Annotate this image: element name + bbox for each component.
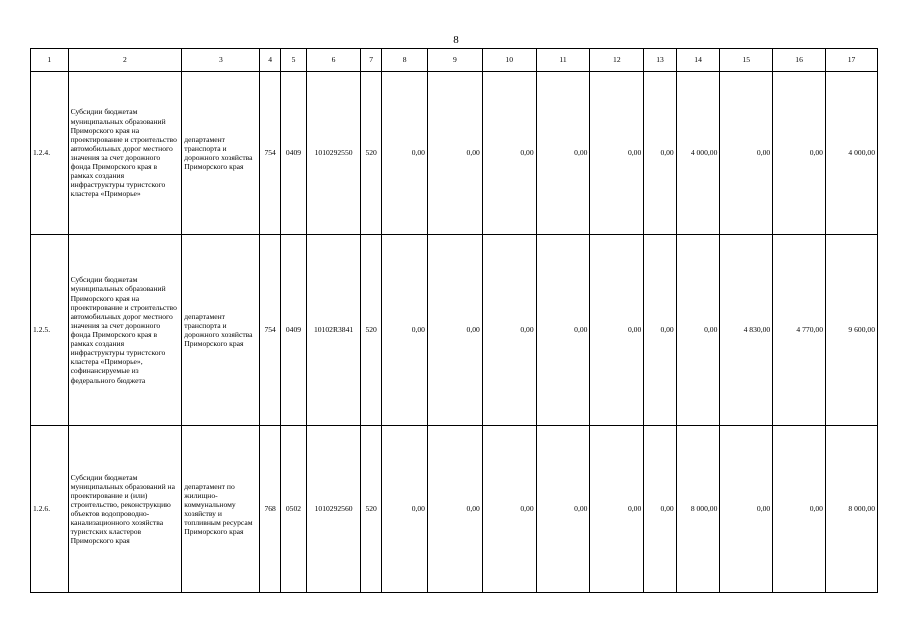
grbs-code: 754	[260, 235, 280, 426]
section-code: 0502	[280, 426, 306, 593]
column-header: 1	[31, 49, 69, 72]
value-cell: 0,00	[536, 426, 590, 593]
table-row	[31, 426, 878, 593]
row-number: 1.2.4.	[31, 72, 69, 235]
section-code: 0409	[280, 72, 306, 235]
column-header: 4	[260, 49, 280, 72]
row-description: Субсидии бюджетам муниципальных образований Приморского края на проектирование и строительство автомобильных дорог местного значения за счет дорожного фонда Приморского края в рамках создания инфраструктуры туристского кластера «Приморье»	[68, 72, 182, 235]
column-header: 2	[68, 49, 182, 72]
value-cell: 0,00	[773, 426, 826, 593]
value-cell: 0,00	[720, 426, 773, 593]
value-cell: 0,00	[382, 235, 428, 426]
value-cell: 8 000,00	[676, 426, 720, 593]
value-cell: 0,00	[590, 72, 644, 235]
page-number: 8	[453, 34, 459, 46]
row-department: департамент транспорта и дорожного хозяйства Приморского края	[182, 72, 260, 235]
budget-table	[30, 48, 878, 593]
value-cell: 0,00	[644, 72, 676, 235]
column-header: 17	[825, 49, 877, 72]
value-cell: 0,00	[382, 72, 428, 235]
header-row	[31, 49, 878, 72]
vr-code: 520	[360, 426, 381, 593]
row-department: департамент транспорта и дорожного хозяйства Приморского края	[182, 235, 260, 426]
target-code: 1010292560	[307, 426, 361, 593]
total-cell: 9 600,00	[825, 235, 877, 426]
column-header: 15	[720, 49, 773, 72]
value-cell: 0,00	[482, 235, 536, 426]
section-code: 0409	[280, 235, 306, 426]
row-number: 1.2.6.	[31, 426, 69, 593]
grbs-code: 754	[260, 72, 280, 235]
column-header: 5	[280, 49, 306, 72]
column-header: 10	[482, 49, 536, 72]
value-cell: 0,00	[427, 72, 482, 235]
target-code: 10102R3841	[307, 235, 361, 426]
grbs-code: 768	[260, 426, 280, 593]
column-header: 12	[590, 49, 644, 72]
value-cell: 0,00	[590, 235, 644, 426]
row-description: Субсидии бюджетам муниципальных образований на проектирование и (или) строительство, реконструкцию объектов водопроводно-канализационного хозяйства туристских кластеров Приморского края	[68, 426, 182, 593]
column-header: 16	[773, 49, 826, 72]
vr-code: 520	[360, 72, 381, 235]
value-cell: 0,00	[536, 235, 590, 426]
table-row	[31, 235, 878, 426]
value-cell: 4 000,00	[676, 72, 720, 235]
value-cell: 0,00	[427, 426, 482, 593]
value-cell: 0,00	[644, 426, 676, 593]
total-cell: 4 000,00	[825, 72, 877, 235]
table-row	[31, 72, 878, 235]
value-cell: 0,00	[644, 235, 676, 426]
value-cell: 0,00	[536, 72, 590, 235]
value-cell: 4 830,00	[720, 235, 773, 426]
column-header: 6	[307, 49, 361, 72]
column-header: 14	[676, 49, 720, 72]
target-code: 1010292550	[307, 72, 361, 235]
vr-code: 520	[360, 235, 381, 426]
column-header: 13	[644, 49, 676, 72]
row-number: 1.2.5.	[31, 235, 69, 426]
value-cell: 0,00	[720, 72, 773, 235]
total-cell: 8 000,00	[825, 426, 877, 593]
value-cell: 4 770,00	[773, 235, 826, 426]
value-cell: 0,00	[427, 235, 482, 426]
value-cell: 0,00	[382, 426, 428, 593]
value-cell: 0,00	[482, 72, 536, 235]
value-cell: 0,00	[773, 72, 826, 235]
column-header: 3	[182, 49, 260, 72]
value-cell: 0,00	[482, 426, 536, 593]
column-header: 8	[382, 49, 428, 72]
row-description: Субсидии бюджетам муниципальных образований Приморского края на проектирование и строительство автомобильных дорог местного значения за счет дорожного фонда Приморского края в рамках создания инфраструктуры туристского кластера «Приморье», софинансируемые из федерального бюджета	[68, 235, 182, 426]
value-cell: 0,00	[676, 235, 720, 426]
column-header: 9	[427, 49, 482, 72]
column-header: 11	[536, 49, 590, 72]
value-cell: 0,00	[590, 426, 644, 593]
column-header: 7	[360, 49, 381, 72]
row-department: департамент по жилищно-коммунальному хозяйству и топливным ресурсам Приморского края	[182, 426, 260, 593]
